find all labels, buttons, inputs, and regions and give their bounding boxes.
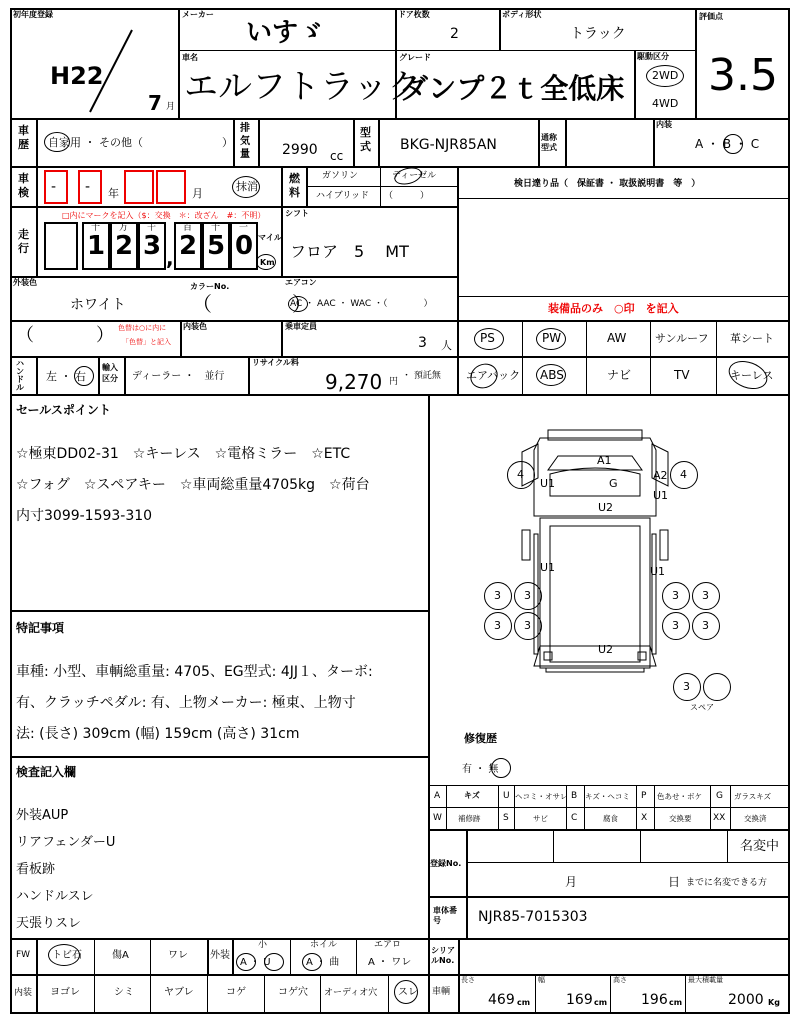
odometer-digit: 2 [174, 222, 202, 270]
dash: - [51, 179, 57, 195]
divider [636, 785, 637, 829]
divider [306, 186, 458, 187]
odometer-digit: 3 [138, 222, 166, 270]
length-value: 469 [488, 992, 515, 1008]
divider [535, 974, 536, 1014]
inspection-expired: 抹消 [236, 180, 258, 193]
divider [10, 974, 790, 976]
tire-number: 3 [672, 619, 679, 632]
divider [232, 938, 234, 974]
fw-label: FW [16, 950, 31, 960]
interior-grades: A ・ B ・ C [695, 137, 760, 151]
divider [428, 829, 790, 831]
diagram-label: U1 [540, 477, 556, 490]
dash: - [85, 179, 91, 195]
legend-cell: C [571, 813, 578, 823]
divider [538, 118, 540, 166]
divider [124, 356, 126, 394]
deadline-day: 日 [668, 875, 681, 889]
color-no-label: カラーNo. [190, 282, 230, 291]
notes-line: 看板跡 [16, 862, 56, 877]
unit-label: 百 [183, 223, 193, 233]
history-label: 車歴 [18, 124, 29, 151]
docs-title: 検日達り品（ 保証書 ・ 取扱説明書 等 ） [514, 179, 701, 189]
divider [716, 320, 717, 396]
divider [10, 356, 790, 358]
small-circle-u [264, 953, 284, 971]
tire-number: 3 [702, 619, 709, 632]
inspection-month-box1[interactable] [124, 170, 154, 204]
notes-line: リアフェンダーU [16, 835, 116, 850]
fuel-label: 燃料 [289, 172, 300, 199]
divider [98, 356, 100, 394]
score-label: 評価点 [699, 12, 723, 21]
equip-title: 装備品のみ ○印 を記入 [548, 302, 679, 315]
diagram-label: U2 [598, 643, 614, 656]
recycle-deposit: ・ 預託無 [402, 371, 441, 381]
divider [710, 785, 711, 829]
height-value: 196 [641, 992, 668, 1008]
inspection-month-box2[interactable] [156, 170, 186, 204]
interior-grade-circle [723, 134, 743, 154]
divider [610, 974, 611, 1014]
height-label: 高さ [613, 976, 627, 984]
divider [498, 785, 499, 829]
tire-number: 3 [702, 589, 709, 602]
repair-circle [491, 758, 511, 778]
wheel-circle [302, 953, 322, 971]
small-label: 小 [258, 940, 268, 950]
divider [654, 785, 655, 829]
diagram-label: A2 [653, 469, 668, 482]
width-label: 幅 [538, 976, 545, 984]
legend-cell: A [434, 791, 441, 801]
km-label: Km [260, 258, 275, 267]
divider [380, 166, 381, 206]
fuel-gas: ガソリン [322, 171, 359, 181]
legend-cell: キズ [464, 791, 480, 800]
divider [565, 118, 567, 166]
fw-circle [48, 944, 80, 966]
divider [178, 50, 696, 51]
shift-value: フロア 5 MT [290, 242, 409, 261]
unit-label: 十 [91, 223, 101, 233]
drive-label: 駆動区分 [637, 52, 669, 61]
equip-circle [474, 328, 504, 350]
fw-item: トビ石 [52, 950, 82, 961]
legend-cell: U [503, 791, 510, 801]
interior-item: コゲ穴 [278, 987, 308, 998]
equip-keyless: キーレス [730, 369, 774, 382]
diagram-label: U1 [650, 565, 666, 578]
sales-line: ☆極東DD02-31 ☆キーレス ☆電格ミラー ☆ETC [16, 446, 351, 462]
repair-options: 有 ・ 無 [462, 764, 499, 775]
divider [320, 974, 321, 1014]
divider [695, 8, 697, 118]
legend-cell: キズ・ヘコミ [585, 792, 630, 801]
interior-item: スレ [398, 987, 418, 998]
maker-label: メーカー [182, 10, 214, 19]
divider [207, 938, 209, 974]
legend-cell: 補修跡 [458, 814, 481, 823]
first-reg-label: 初年度登録 [13, 10, 53, 19]
exterior-color: ホワイト [70, 297, 126, 313]
displacement-unit: cc [330, 149, 344, 163]
ac-circle [288, 296, 308, 312]
odometer-note: □内にマークを記入（$：交換 ＊：改ざん #：不明） [62, 211, 266, 220]
legend-cell: X [641, 813, 648, 823]
sales-line: ☆フォグ ☆スペアキー ☆車両総重量4705kg ☆荷台 [16, 477, 370, 493]
spare-label: スペア [690, 703, 714, 712]
divider [10, 276, 458, 278]
body-label: ボディ形状 [502, 10, 542, 19]
history-circle [44, 132, 70, 152]
height-unit: cm [669, 998, 683, 1007]
chassis-number: NJR85-7015303 [478, 909, 588, 925]
history-close: ） [222, 136, 233, 149]
divider [258, 118, 260, 166]
tire-number: 4 [517, 468, 524, 481]
inspection-year-suffix: 年 [108, 187, 119, 200]
divider [640, 829, 641, 862]
special-line: 法: (長さ) 309cm (幅) 159cm (高さ) 31cm [16, 726, 300, 742]
notes-line: ハンドルスレ [16, 889, 94, 904]
paren: ） [96, 325, 114, 346]
expired-circle [232, 176, 260, 198]
ac-options: AC ・ AAC ・ WAC ・（ ） [290, 299, 433, 309]
km-circle [256, 254, 276, 270]
wheel-label: ホイル [310, 940, 338, 950]
maker: いすゞ [246, 18, 325, 48]
equip-aw: AW [607, 331, 627, 345]
drive-2wd: 2WD [652, 69, 679, 82]
special-title: 特記事項 [16, 621, 65, 635]
width-unit: cm [594, 998, 608, 1007]
divider [36, 974, 38, 1014]
tire-number: 4 [680, 468, 687, 481]
shift-label: シフト [285, 209, 309, 218]
size-label: 車輌 [432, 987, 451, 997]
equip-navi: ナビ [607, 368, 632, 382]
chassis-label: 車体番号 [433, 906, 457, 925]
interior-color-label: 内装色 [183, 322, 207, 331]
wheel-options: A ・ 曲 [306, 957, 340, 968]
divider [36, 356, 38, 394]
interior-item: シミ [114, 987, 134, 998]
exterior-label: 外装 [210, 950, 230, 961]
odometer-digit [44, 222, 78, 270]
divider [10, 206, 458, 208]
divider [180, 320, 182, 356]
fw-item: 傷A [112, 950, 129, 961]
diagram-label: A1 [597, 454, 612, 467]
legend-cell: B [571, 791, 578, 801]
tire-number: 3 [672, 589, 679, 602]
divider [586, 320, 587, 396]
unit-label: 一 [239, 223, 249, 233]
divider [428, 785, 790, 786]
interior-label: 内装 [656, 120, 672, 129]
width-value: 169 [566, 992, 593, 1008]
odometer-digit: 0 [230, 222, 258, 270]
divider [446, 785, 447, 829]
aero-options: A ・ ワレ [368, 957, 412, 968]
reg-label: 登録No. [430, 859, 462, 868]
legend-cell: ヘコミ・オサレ [515, 792, 568, 801]
equip-abs: ABS [540, 368, 564, 382]
notes-line: 天張りスレ [16, 916, 82, 931]
inspection-label: 車検 [18, 172, 29, 199]
unit-label: 万 [119, 223, 129, 233]
equip-leather: 革シート [730, 332, 774, 345]
interior-item: ヤブレ [164, 987, 194, 998]
divider [264, 974, 265, 1014]
load-value: 2000 [728, 992, 764, 1008]
drive-4wd: 4WD [652, 97, 679, 110]
handle-circle [74, 366, 94, 386]
special-line: 車種: 小型、車輌総重量: 4705、EG型式: 4JJ１、ターボ: [16, 664, 373, 680]
divider [388, 974, 389, 1014]
score: 3.5 [708, 50, 778, 101]
spare-tire-circle [703, 673, 731, 701]
divider [356, 938, 357, 974]
aero-label: エアロ [374, 940, 402, 950]
divider [10, 610, 428, 612]
capacity-unit: 人 [441, 339, 452, 352]
divider [428, 896, 790, 898]
mile-label: マイル [258, 233, 282, 242]
divider [466, 896, 468, 938]
divider [281, 320, 283, 356]
legend-cell: 色あせ・ボケ [657, 792, 702, 801]
length-label: 長さ [461, 976, 475, 984]
equip-sunroof: サンルーフ [655, 332, 709, 345]
month-suffix: 月 [166, 102, 176, 112]
fuel-hybrid: ハイブリッド [316, 191, 370, 201]
divider [36, 938, 38, 974]
divider [378, 118, 380, 166]
displacement: 2990 [282, 142, 318, 158]
odometer-digit: 1 [82, 222, 110, 270]
notes-line: 外装AUP [16, 808, 69, 823]
equip-circle [536, 328, 566, 350]
reg-month: 7 [148, 91, 162, 115]
recycle-unit: 円 [389, 377, 399, 387]
divider [457, 166, 459, 396]
divider [428, 938, 430, 1014]
equip-pw: PW [542, 331, 562, 345]
doors-label: ドア枚数 [398, 10, 430, 19]
unit-label: 千 [147, 223, 157, 233]
tire-number: 3 [524, 619, 531, 632]
recycle-fee: 9,270 [325, 370, 383, 394]
legend-cell: 交換要 [669, 814, 692, 823]
fw-item: ワレ [168, 950, 188, 961]
length-unit: cm [517, 998, 531, 1007]
legend-cell: ガラスキズ [734, 792, 772, 801]
handle-label: ハンドル [16, 359, 24, 392]
name-change: 名変中 [740, 839, 780, 854]
divider [685, 974, 686, 1014]
deadline-month: 月 [565, 875, 578, 889]
body-type: トラック [570, 26, 626, 42]
small-options: A ・ U [240, 957, 271, 968]
divider [36, 118, 38, 166]
paren: （ [16, 325, 34, 346]
interior-item: コゲ [226, 987, 246, 998]
legend-cell: XX [713, 813, 726, 823]
capacity: 3 [418, 335, 427, 351]
common-type-label: 通称型式 [541, 133, 557, 152]
odometer-digit: 5 [202, 222, 230, 270]
divider [10, 756, 428, 758]
notes-title: 検査記入欄 [16, 765, 77, 779]
divider [457, 198, 790, 199]
recycle-label: リサイクル料 [252, 358, 299, 367]
deadline-text: までに名変できる方 [686, 878, 768, 888]
legend-cell: S [503, 813, 509, 823]
interior-label: 内装 [14, 988, 33, 998]
divider [499, 8, 501, 50]
legend-cell: W [433, 813, 442, 823]
special-line: 有、クラッチペダル: 有、上物メーカー: 極東、上物寸 [16, 695, 356, 711]
divider [233, 118, 235, 166]
type-code: BKG-NJR85AN [400, 137, 497, 153]
fuel-diesel: ディーゼル [392, 171, 437, 181]
slash-mark [80, 20, 150, 120]
odometer-digit: 2 [110, 222, 138, 270]
tire-number: 3 [524, 589, 531, 602]
equip-ps: PS [480, 331, 495, 345]
legend-cell: 腐食 [603, 814, 618, 823]
legend-cell: G [716, 791, 723, 801]
comma: , [166, 246, 174, 270]
equip-tv: TV [674, 368, 690, 382]
divider [634, 50, 636, 118]
exterior-color-label: 外装色 [13, 278, 37, 287]
divider [727, 829, 728, 862]
divider [150, 974, 151, 1014]
interior-item: オーディオ穴 [324, 988, 378, 998]
type-label: 型式 [360, 126, 371, 153]
divider [458, 938, 460, 974]
handle-options: 左 ・ 右 [46, 370, 86, 383]
divider [178, 8, 180, 118]
tire-number: 3 [683, 680, 690, 693]
model-name-label: 車名 [182, 53, 198, 62]
doors: 2 [450, 26, 459, 42]
fuel-hybrid-paren: （ ） [384, 191, 430, 201]
diagram-label: U1 [653, 489, 669, 502]
tire-number: 3 [494, 619, 501, 632]
grade-label: グレード [399, 53, 431, 62]
equip-airbag: エアバック [466, 369, 521, 382]
import-label: 輸入区分 [102, 363, 118, 383]
divider [207, 974, 208, 1014]
divider [353, 118, 355, 166]
divider [10, 166, 790, 168]
divider [458, 974, 460, 1014]
divider [653, 118, 655, 166]
divider [457, 296, 790, 297]
divider [150, 938, 151, 974]
inspection-month-suffix: 月 [192, 187, 203, 200]
grade: ダンプ２ｔ全低床 [400, 72, 625, 105]
unit-label: 十 [211, 223, 221, 233]
odometer-label: 走行 [18, 228, 29, 255]
divider [553, 829, 554, 862]
divider [522, 320, 523, 396]
sales-line: 内寸3099-1593-310 [16, 508, 153, 524]
divider [94, 938, 95, 974]
diagram-label: U1 [540, 561, 556, 574]
divider [248, 356, 250, 394]
color-no-paren: （ ） [192, 292, 312, 316]
import-options: ディーラー ・ 並行 [132, 371, 225, 382]
divider [650, 320, 651, 396]
divider [36, 166, 38, 206]
color-change-note: 「色替」と記入 [122, 338, 171, 346]
history-text: 自家用 ・ その他（ [48, 136, 143, 149]
divider [395, 8, 397, 50]
legend-cell: P [641, 791, 647, 801]
model-name: エルフトラック [184, 67, 422, 107]
displacement-label: 排気量 [240, 123, 250, 160]
divider [428, 807, 790, 808]
divider [730, 785, 731, 829]
equip-circle [536, 364, 566, 386]
sales-title: セールスポイント [16, 403, 111, 417]
interior-circle [394, 980, 418, 1004]
divider [466, 862, 790, 863]
divider [290, 938, 291, 974]
load-unit: Kg [768, 998, 780, 1007]
color-change-note: 色替は○に内に [118, 324, 167, 332]
diagram-label: U2 [598, 501, 614, 514]
legend-cell: サビ [533, 814, 548, 823]
legend-cell: 交換済 [744, 814, 767, 823]
load-label: 最大積載量 [688, 976, 723, 984]
capacity-label: 乗車定員 [285, 322, 317, 331]
era-year: H22 [50, 62, 104, 90]
divider [94, 974, 95, 1014]
divider [10, 320, 790, 322]
small-circle-a [236, 953, 256, 971]
divider [281, 166, 283, 206]
repair-label: 修復歴 [464, 732, 497, 745]
divider [36, 206, 38, 276]
diagram-label: G [609, 477, 618, 490]
serial-label: シリアルNo. [431, 946, 455, 965]
tire-number: 3 [494, 589, 501, 602]
interior-item: ヨゴレ [50, 987, 80, 998]
ac-label: エアコン [285, 278, 317, 287]
